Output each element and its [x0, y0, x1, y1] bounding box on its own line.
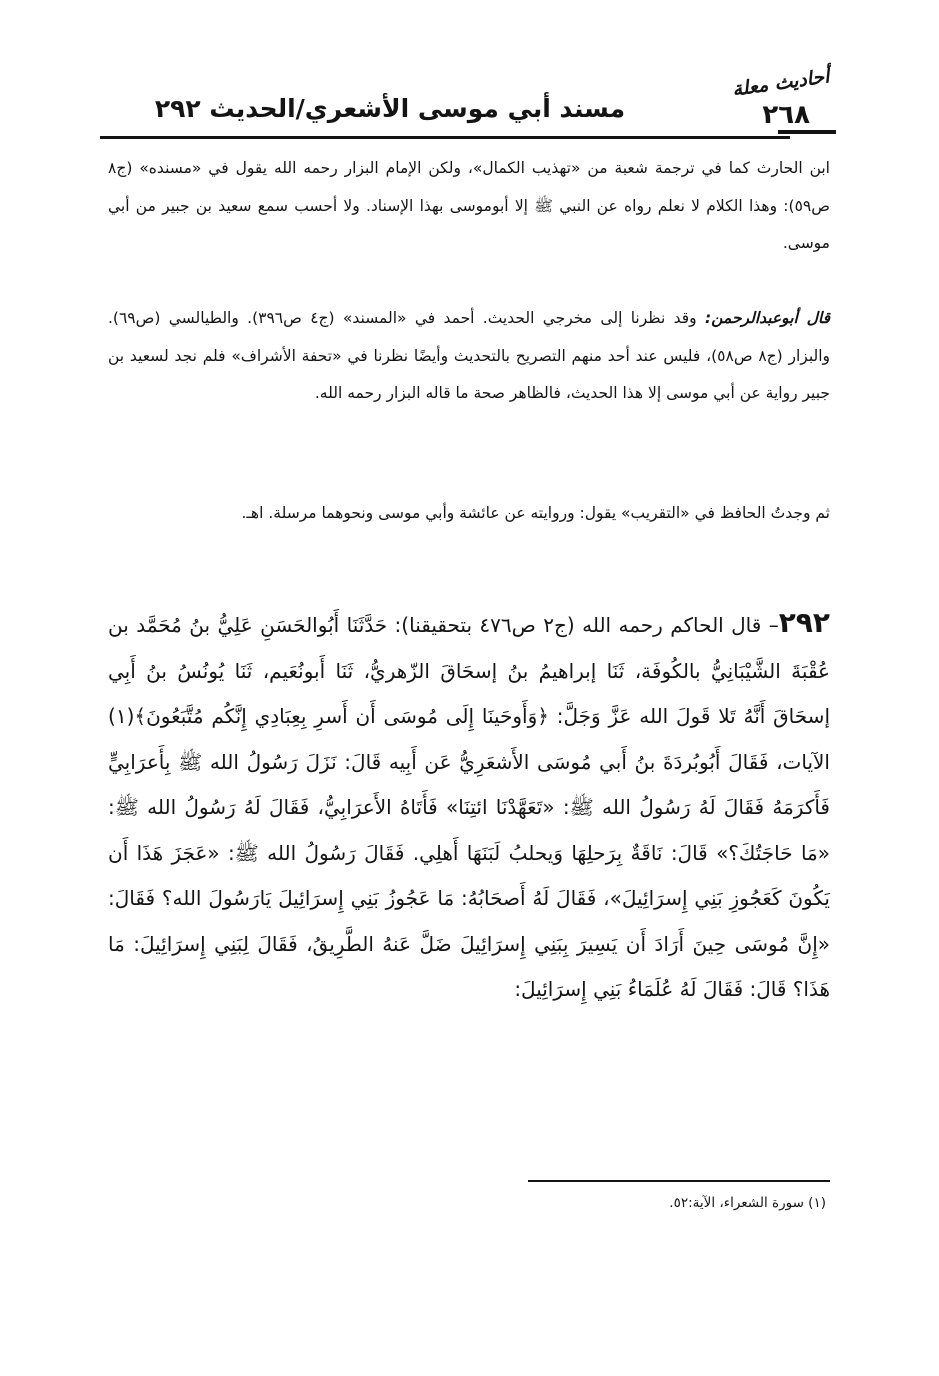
hadith-entry: [108, 600, 830, 1013]
footnote-rule: [528, 1180, 830, 1182]
footnote: (١) سورة الشعراء، الآية:٥٢.: [669, 1195, 826, 1211]
hadith-text: – قال الحاكم رحمه الله (ج٢ ص٤٧٦ بتحقيقنا): حَدَّثَنَا أَبُوالحَسَنِ عَلِيُّ بنُ مُحَمَّد بن عُقْبَةَ الشَّيْبَانِيُّ بالكُوفَة، ثَنَا إبراهيمُ بنُ إسحَاقَ الزّهريُّ، ثَنَا أَبونُعَيم، ثَنَا يُونُسُ بنُ أَبِي إسحَاقَ أَنَّهُ تَلا قَولَ الله عَزَّ وَجَلَّ: ﴿وَأَوحَينَا إِلَى مُوسَى أَن أَسرِ بِعِبَادِي إِنَّكُم مُتَّبَعُونَ﴾(١) الآيات، فَقَالَ أَبُوبُردَةَ بنُ أَبي مُوسَى الأَشعَرِيُّ عَن أَبِيه قَالَ: نَزَلَ رَسُولُ الله ﷺ بِأَعرَابِيٍّ فَأَكرَمَهُ فَقَالَ لَهُ رَسُولُ الله ﷺ: «تَعَهَّدْنَا ائتِنَا» فَأَتَاهُ الأَعرَابِيُّ، فَقَالَ لَهُ رَسُولُ الله ﷺ: «مَا حَاجَتُكَ؟» قَالَ: نَاقَةٌ بِرَحلِهَا وَيحلبُ لَبَنَهَا أَهلِي. فَقَالَ رَسُولُ الله ﷺ: «عَجَزَ هَذَا أَن يَكُونَ كَعَجُوزِ بَنِي إِسرَائِيلَ»، فَقَالَ لَهُ أَصحَابُهُ: مَا عَجُوزُ بَنِي إِسرَائِيلَ يَارَسُولَ الله؟ فَقَالَ: «إِنَّ مُوسَى حِينَ أَرَادَ أَن يَسِيرَ بِبَنِي إِسرَائِيلَ ضَلَّ عَنهُ الطَّرِيقُ، فَقَالَ لِبَنِي إِسرَائِيلَ: مَا هَذَا؟ قَالَ: فَقَالَ لَهُ عُلَمَاءُ بَنِي إِسرَائِيلَ:: [108, 613, 830, 1001]
commentary-text-1: ابن الحارث كما في ترجمة شعبة من «تهذيب الكمال»، ولكن الإمام البزار رحمه الله يقول في «مسنده» (ج٨ ص٥٩): وهذا الكلام لا نعلم رواه عن النبي ﷺ إلا أبوموسى بهذا الإسناد. ولا أحسب سمع سعيد بن جبير من أبي موسى.: [108, 159, 830, 252]
commentary-paragraph-2: [108, 300, 830, 413]
commentary-text-2: [108, 300, 830, 413]
author-lead: قال أبوعبدالرحمن:: [705, 309, 830, 327]
page-number-underline: [778, 130, 836, 134]
header-rule: [100, 136, 790, 139]
commentary-text-3: ثم وجدتُ الحافظ في «التقريب» يقول: وروايته عن عائشة وأبي موسى ونحوهما مرسلة. اهـ.: [241, 504, 830, 522]
commentary-paragraph-3: [108, 495, 830, 533]
series-mark: أحاديث معلة: [731, 65, 832, 101]
commentary-paragraph-1: [108, 150, 830, 263]
page-number: ٢٦٨: [762, 100, 810, 130]
running-title: مسند أبي موسى الأشعري/الحديث ٢٩٢: [154, 94, 626, 123]
commentary-text-2-body: وقد نظرنا إلى مخرجي الحديث. أحمد في «المسند» (ج٤ ص٣٩٦). والطيالسي (ص٦٩). والبزار (ج٨ ص٥٨)، فليس عند أحد منهم التصريح بالتحديث وأيضًا نظرنا في «تحفة الأشراف» فلم نجد لسعيد بن جبير رواية عن أبي موسى إلا هذا الحديث، فالظاهر صحة ما قاله البزار رحمه الله.: [108, 309, 831, 402]
hadith-text-block: [108, 600, 830, 1013]
page-header: [100, 65, 840, 136]
hadith-number: ٢٩٢: [778, 606, 830, 639]
